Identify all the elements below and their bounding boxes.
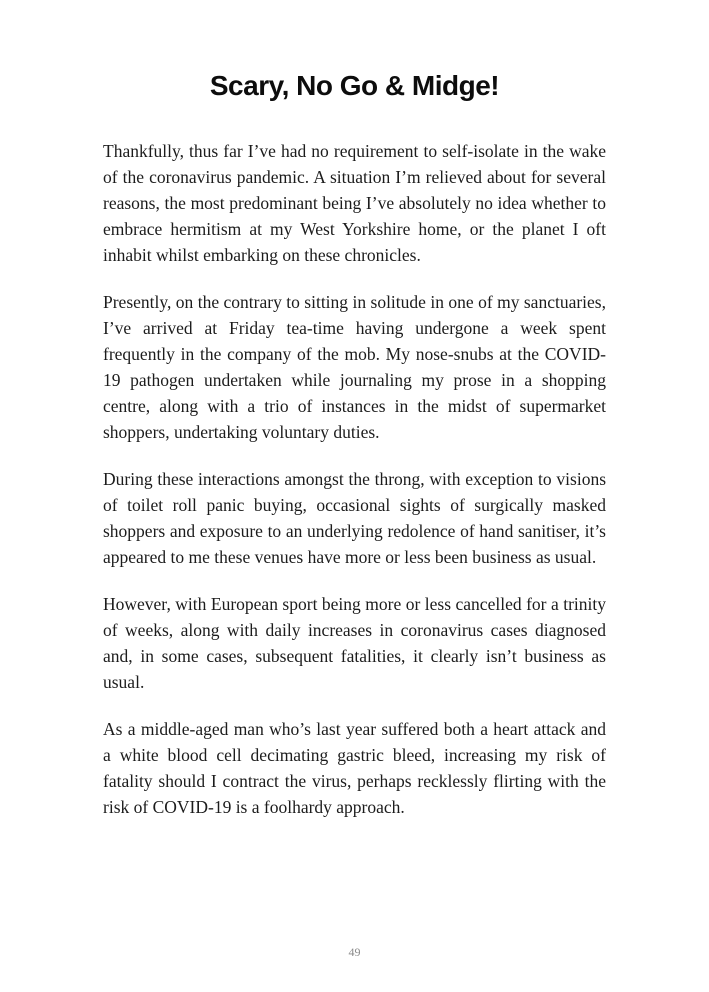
page-title: Scary, No Go & Midge!	[209, 70, 500, 101]
paragraph-1: Thankfully, thus far I’ve had no requirement to self-isolate in the wake of the coronavirus pandemic. A situation I’m relieved about for several reasons, the most predominant being I’ve absolutely no idea whether to embrace hermitism at my West Yorkshire home, or the planet I oft inhabit whilst embarking on these chronicles.	[103, 141, 606, 265]
paragraph-3: During these interactions amongst the throng, with exception to visions of toilet roll panic buying, occasional sights of surgically masked shoppers and exposure to an underlying redolence of hand sanitiser, it’s appeared to me these venues have more or less been business as usual.	[103, 469, 606, 567]
paragraph-5: As a middle-aged man who’s last year suffered both a heart attack and a white blood cell decimating gastric bleed, increasing my risk of fatality should I contract the virus, perhaps recklessly flirting with the risk of COVID-19 is a foolhardy approach.	[103, 719, 606, 817]
paragraph-2: Presently, on the contrary to sitting in solitude in one of my sanctuaries, I’ve arrived at Friday tea-time having undergone a week spent frequently in the company of the mob. My nose-snubs at the COVID-19 pathogen undertaken while journaling my prose in a shopping centre, along with a trio of instances in the midst of supermarket shoppers, undertaking voluntary duties.	[103, 292, 606, 442]
page-number: 49	[348, 945, 361, 959]
document-body	[103, 138, 606, 820]
paragraph-4: However, with European sport being more or less cancelled for a trinity of weeks, along with daily increases in coronavirus cases diagnosed and, in some cases, subsequent fatalities, it clearly isn’t business as usual.	[103, 594, 606, 692]
